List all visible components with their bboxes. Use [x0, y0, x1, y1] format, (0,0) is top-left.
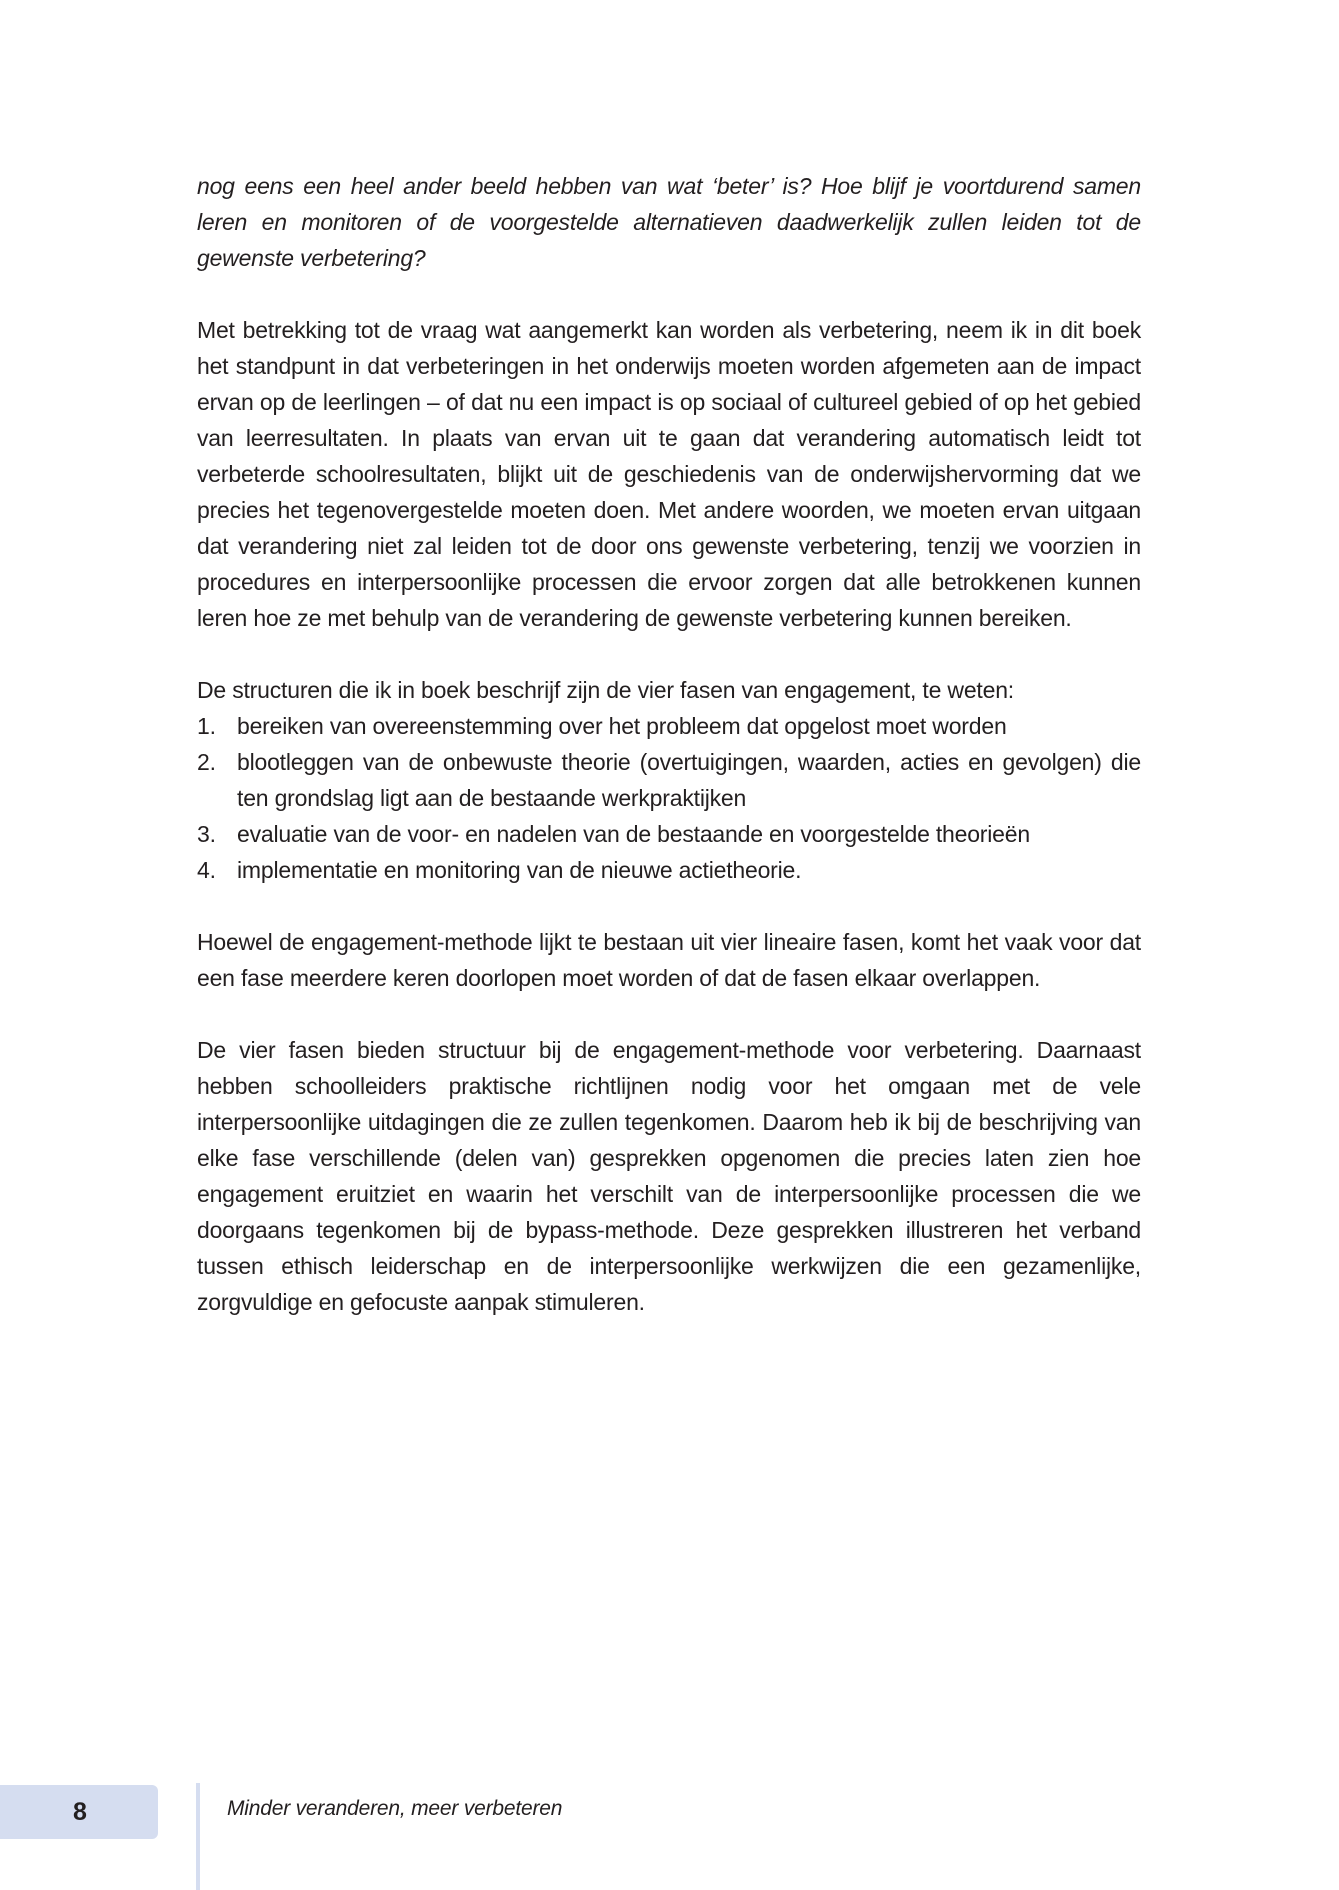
list-item-number: 2.: [197, 749, 216, 775]
list-item-number: 1.: [197, 713, 216, 739]
footer-divider-bar: [196, 1783, 200, 1890]
list-item: [197, 816, 1141, 852]
list-item-number: 4.: [197, 857, 216, 883]
list-item: [197, 708, 1141, 744]
paragraph-improvement-definition: Met betrekking tot de vraag wat aangemerkt kan worden als verbetering, neem ik in dit boek het standpunt in dat verbeteringen in het onderwijs moeten worden afgemeten aan de impact ervan op de leerlingen – of dat nu een impact is op sociaal of cultureel gebied of op het gebied van leerresultaten. In plaats van ervan uit te gaan dat verandering automatisch leidt tot verbeterde schoolresultaten, blijkt uit de geschiedenis van de onderwijshervorming dat we precies het tegenovergestelde moeten doen. Met andere woorden, we moeten ervan uitgaan dat verandering niet zal leiden tot de door ons gewenste verbetering, tenzij we voorzien in procedures en interpersoonlijke processen die ervoor zorgen dat alle betrokkenen kunnen leren hoe ze met behulp van de verandering de gewenste verbetering kunnen bereiken.: [197, 317, 1141, 631]
running-footer-book-title: Minder veranderen, meer verbeteren: [227, 1797, 563, 1820]
page-body: [197, 168, 1141, 1356]
paragraph-continued-question: nog eens een heel ander beeld hebben van wat ‘beter’ is? Hoe blijf je voortdurend samen leren en monitoren of de voorgestelde alternatieven daadwerkelijk zullen leiden tot de gewenste verbetering?: [197, 173, 1141, 271]
list-item-text: evaluatie van de voor- en nadelen van de bestaande en voorgestelde theorieën: [237, 821, 1030, 847]
list-item: [197, 744, 1141, 816]
paragraph-four-phases-intro: De structuren die ik in boek beschrijf zijn de vier fasen van engagement, te weten:: [197, 677, 1014, 703]
list-item-text: blootleggen van de onbewuste theorie (overtuigingen, waarden, acties en gevolgen) die ten grondslag ligt aan de bestaande werkpraktijken: [237, 749, 1141, 811]
list-item-number: 3.: [197, 821, 216, 847]
paragraph-nonlinear-phases: Hoewel de engagement-methode lijkt te bestaan uit vier lineaire fasen, komt het vaak voor dat een fase meerdere keren doorlopen moet worden of dat de fasen elkaar overlappen.: [197, 929, 1141, 991]
list-item: [197, 852, 1141, 888]
four-phases-list: [197, 708, 1141, 888]
page-number-tab: [0, 1785, 158, 1839]
page-number: 8: [73, 1797, 87, 1826]
list-item-text: bereiken van overeenstemming over het probleem dat opgelost moet worden: [237, 713, 1007, 739]
list-item-text: implementatie en monitoring van de nieuwe actietheorie.: [237, 857, 802, 883]
paragraph-conversations: De vier fasen bieden structuur bij de engagement-methode voor verbetering. Daarnaast hebben schoolleiders praktische richtlijnen nodig voor het omgaan met de vele interpersoonlijke uitdagingen die ze zullen tegenkomen. Daarom heb ik bij de beschrijving van elke fase verschillende (delen van) gesprekken opgenomen die precies laten zien hoe engagement eruitziet en waarin het verschilt van de interpersoonlijke processen die we doorgaans tegenkomen bij de bypass-methode. Deze gesprekken illustreren het verband tussen ethisch leiderschap en de interpersoonlijke werkwijzen die een gezamenlijke, zorgvuldige en gefocuste aanpak stimuleren.: [197, 1037, 1141, 1315]
